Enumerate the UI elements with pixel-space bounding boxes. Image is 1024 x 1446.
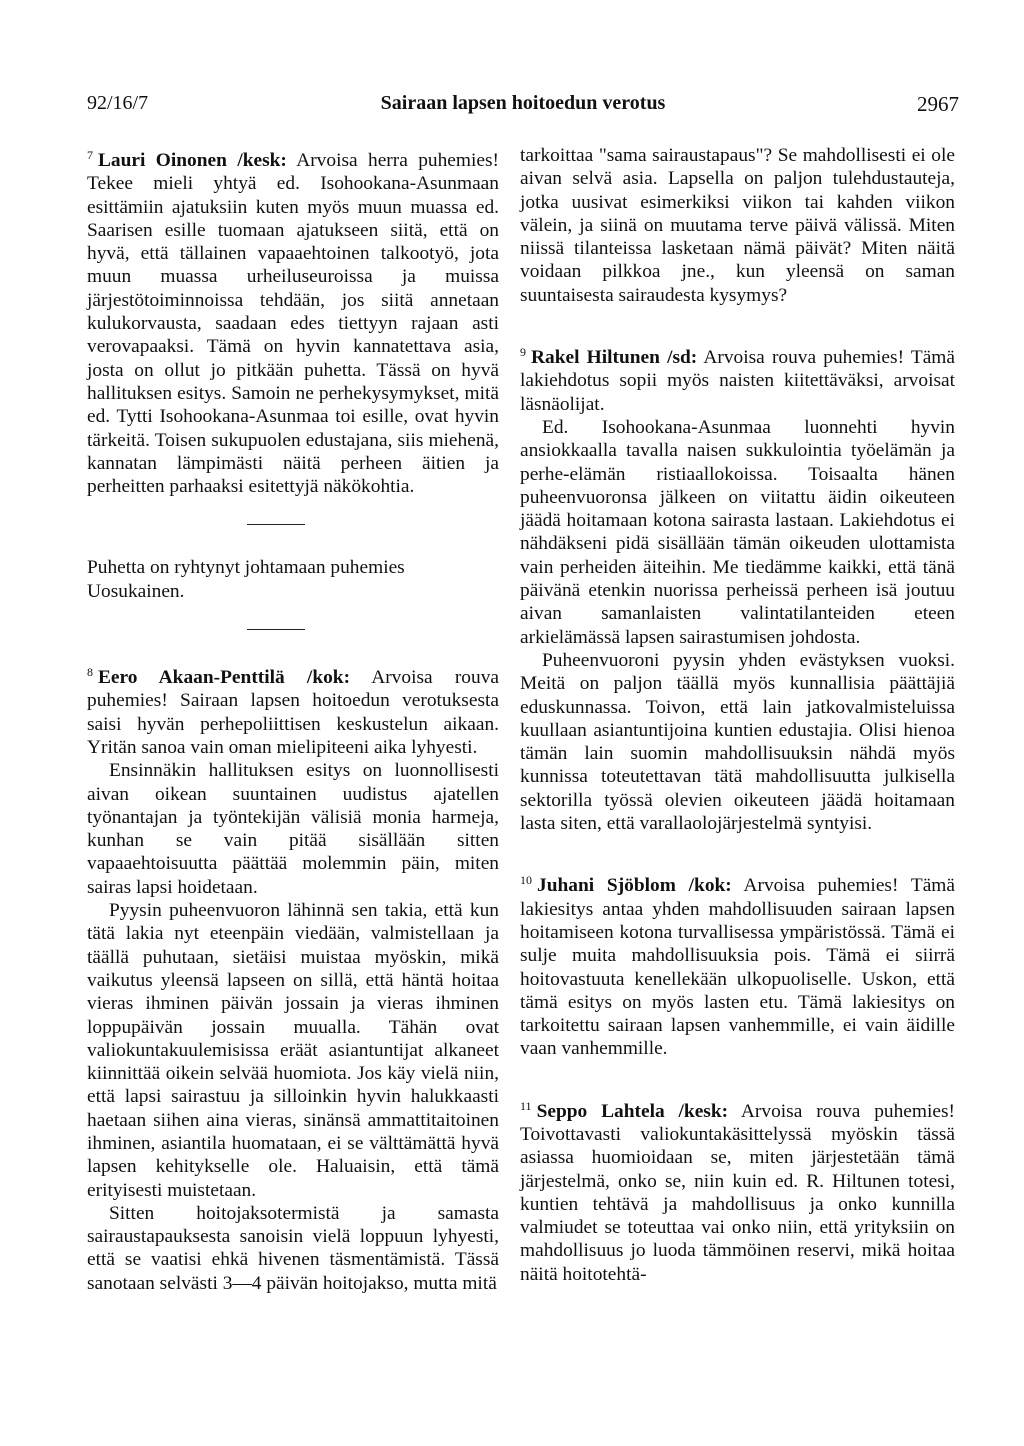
speaker-name: Rakel Hiltunen /sd: xyxy=(531,347,698,369)
document-number: 92/16/7 xyxy=(87,92,149,114)
speaker-name: Juhani Sjöblom /kok: xyxy=(537,875,732,897)
speaker-name: Lauri Oinonen /kesk: xyxy=(98,150,287,171)
section-divider xyxy=(87,498,499,556)
speech-7 xyxy=(87,144,499,498)
speech-paragraph: Puheenvuoroni pyysin yhden evästyksen vuoksi. Meitä on paljon täällä myös kunnallisia päättäjiä eduskunnassa. Toivon, että lain jatkovalmisteluissa kuullaan asiantuntijoina kuntien edustajia. Olisi hienoa tämän lain suomin mahdollisuuksin nähdä myös kunnissa toteutettavan tätä mahdollisuutta julkisella sektorilla työssä olevien oikeuteen jäädä hoitamaan lasta siten, että varallaolojärjestelmä syntyisi. xyxy=(520,649,955,835)
chair-notice: Puhetta on ryhtynyt johtamaan puhemies Uosukainen. xyxy=(87,557,405,602)
speech-number: 9 xyxy=(520,345,526,360)
speech-9 xyxy=(520,341,955,835)
speech-8 xyxy=(87,661,499,1295)
page-header xyxy=(87,92,959,122)
speech-number: 10 xyxy=(520,873,532,888)
speaker-name: Seppo Lahtela /kesk: xyxy=(536,1100,729,1122)
speech-paragraph: Pyysin puheenvuoron lähinnä sen takia, että kun tätä lakia nyt eteenpäin viedään, valmistellaan ja täällä puhutaan, sietäisi muistaa myöskin, mikä vaikutus yleensä lapseen on sillä, että häntä hoitaa vieras ihminen päivän jossain ja vieras ihminen loppupäivän jossain muualla. Tähän ovat valiokuntakuulemisissa eräät asiantuntijat alkaneet kiinnittää oikein selvää huomiota. Jos käy vielä niin, että lapsi sairastuu ja silloinkin hyvin halukkaasti haetaan siihen aina vieras, sinänsä ammattitaitoinen ihminen, asiantila huomataan, ei se välttämättä hyvä lapsen kehitykselle ole. Haluaisin, että tämä erityisesti muistetaan. xyxy=(87,900,499,1201)
right-column xyxy=(520,144,955,1286)
speech-number: 11 xyxy=(520,1098,532,1113)
speech-paragraph: Ed. Isohookana-Asunmaa luonnehti hyvin ansiokkaalla tavalla naisen sukkulointia työelämän ja perhe-elämän ristiaallokoissa. Toisaalta hänen puheenvuoronsa jälkeen on viitattu äidin oikeuteen jäädä hoitamaan kotona sairasta lastaan. Lakiehdotus ei nähdäkseni pidä sisällään tämän oikeuden ulottamista vain perheiden äiteihin. Me tiedämme kaikki, että tänä päivänä etenkin nuorissa perheissä perheen isä joutuu aivan samanlaisten valintatilanteiden eteen arkielämässä lapsen sairastumisen johdosta. xyxy=(520,416,955,648)
speech-text: Arvoisa puhemies! Tämä lakiesitys antaa yhden mahdollisuuden sairaan lapsen hoitamiseen kotona turvallisessa ympäristössä. Tämä ei sulje muita mahdollisuuksia pois. Tämä ei siirrä hoitovastuuta kenellekään ulkopuoliselle. Uskon, että tämä esitys on myös lasten etu. Tämä lakiesitys on tarkoitettu sairaan lapsen vanhemmille, ei vain äidille vaan vanhemmille. xyxy=(520,875,955,1060)
speech-number: 7 xyxy=(87,148,93,162)
page-number: 2967 xyxy=(917,92,959,116)
running-title: Sairaan lapsen hoitoedun verotus xyxy=(380,92,666,114)
speech-text: Arvoisa herra puhemies! Tekee mieli yhtyä ed. Isohookana-Asunmaan esittämiin ajatuksiin kuten myös muun muassa ed. Saarisen esille tuomaan ajatukseen siitä, että on hyvä, että tällainen vapaaehtoinen talkootyö, jota muun muassa urheiluseuroissa ja muissa järjestötoiminnoissa tehdään, jos siitä annetaan kulukorvausta, saadaan edes tiettyyn rajaan asti verovapaaksi. Tämä on hyvin kannatettava asia, josta on ollut jo pitkään puhetta. Tässä on hyvä hallituksen esitys. Samoin ne perhekysymykset, mitä ed. Tytti Isohookana-Asunmaa toi esille, ovat hyvin tärkeitä. Toisen sukupuolen edustajana, siis miehenä, kannatan lämpimästi näitä perheen äitien ja perheitten parhaaksi esitettyjä näkökohtia. xyxy=(87,150,499,498)
speaker-name: Eero Akaan-Penttilä /kok: xyxy=(98,667,351,689)
speech-text: Arvoisa rouva puhemies! Tämä lakiehdotus sopii myös naisten kiitettäväksi, arvoisat läsnäolijat. xyxy=(520,347,955,415)
speech-number: 8 xyxy=(87,665,93,680)
section-divider xyxy=(87,603,499,661)
speech-paragraph: Ensinnäkin hallituksen esitys on luonnollisesti aivan oikean suuntainen uudistus ajatellen työnantajan ja työntekijän välisiä monia harmeja, kunhan se vain pitää sisällään sitten vapaaehtoisuutta päättää molemmin päin, miten sairas lapsi hoidetaan. xyxy=(87,760,499,898)
speech-8-continuation: tarkoittaa "sama sairaustapaus"? Se mahdollisesti ei ole aivan selvä asia. Lapsella on paljon tulehdustauteja, jotka uusivat esimerkiksi viikon tai kahden viikon välein, ja siinä on muutama terve päivä välissä. Miten niissä tilanteissa lasketaan nämä päivät? Miten näitä voidaan pilkkoa jne., kun yleensä on saman suuntaisesta sairaudesta kysymys? xyxy=(520,145,955,306)
speech-11 xyxy=(520,1095,955,1286)
speech-text: Arvoisa rouva puhemies! Sairaan lapsen hoitoedun verotuksesta saisi hyvän perhepoliittisen keskustelun aikaan. Yritän sanoa vain oman mielipiteeni aika lyhyesti. xyxy=(87,667,499,758)
speech-10 xyxy=(520,869,955,1060)
speech-paragraph: Sitten hoitojaksotermistä ja samasta sairaustapauksesta sanoisin vielä loppuun lyhyesti, että se vaatisi ehkä hivenen täsmentämistä. Tässä sanotaan selvästi 3—4 päivän hoitojakso, mutta mitä xyxy=(87,1202,499,1294)
left-column xyxy=(87,144,499,1295)
speech-text: Arvoisa rouva puhemies! Toivottavasti valiokuntakäsittelyssä myöskin tässä asiassa huomioidaan se, miten järjestetään tämä järjestelmä, onko se, niin kuin ed. R. Hiltunen totesi, kuntien tehtävä ja mahdollisuus ja onko kunnilla valmiudet se toteuttaa vai onko niin, että yrityksiin on mahdollisuus jo luoda tämmöinen reservi, mikä hoitaa näitä hoitotehtä- xyxy=(520,1100,955,1285)
